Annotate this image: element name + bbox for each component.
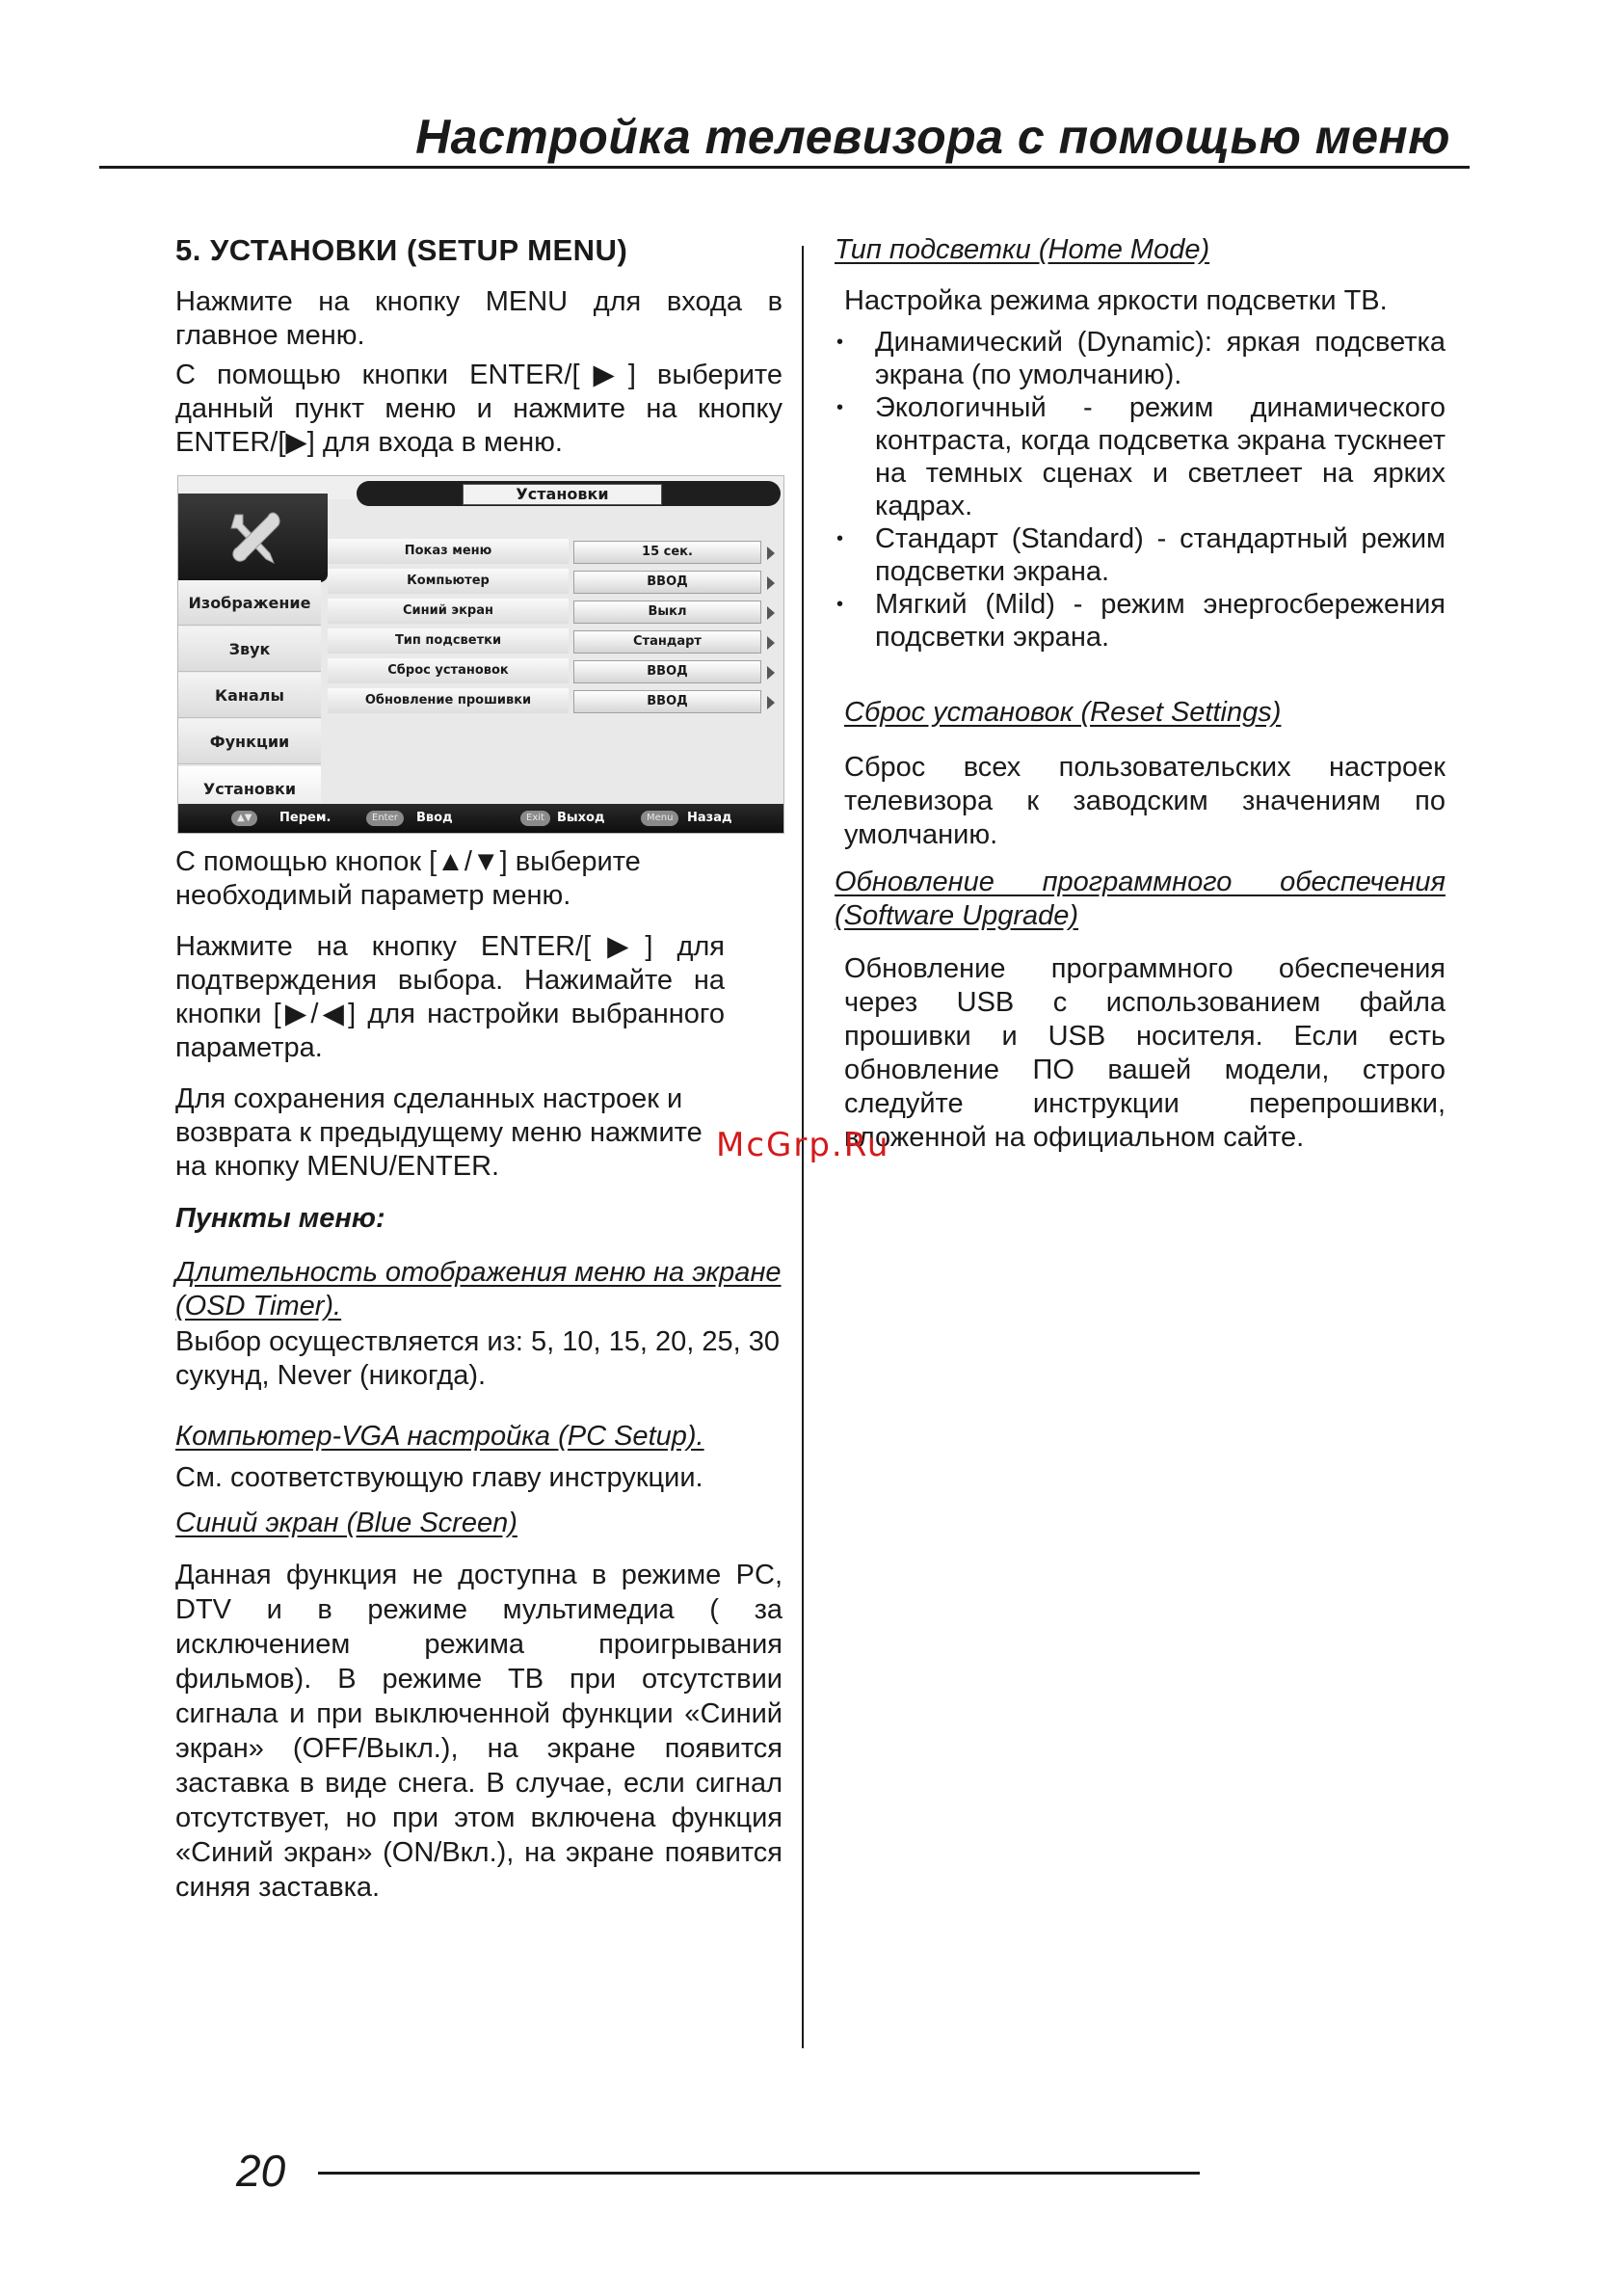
- tv-row-label: Показ меню: [328, 539, 569, 564]
- reset-settings-title: Сброс установок (Reset Settings): [844, 697, 1282, 728]
- tv-row-value[interactable]: 15 сек.: [573, 541, 761, 564]
- paragraph-select-param: С помощью кнопок [▲/▼] выберите необходимый параметр меню.: [175, 846, 641, 911]
- tv-menu-title: Установки: [463, 484, 662, 505]
- tv-menu-rows: [328, 536, 784, 715]
- footer-label-back: Назад: [687, 811, 732, 825]
- left-column: [175, 233, 782, 1905]
- tv-row-reset[interactable]: [328, 655, 784, 685]
- tv-row-osd-timer[interactable]: [328, 536, 784, 566]
- home-mode-list: [835, 326, 1446, 654]
- software-upgrade-text: Обновление программного обеспечения через USB с использованием файла прошивки и USB носителя. Если есть обновление ПО вашей модели, строго следуйте инструкции перепрошивки, вложенной на официальном сайте.: [844, 953, 1446, 1153]
- menu-items-heading: Пункты меню:: [175, 1203, 385, 1234]
- paragraph-save: Для сохранения сделанных настроек и возврата к предыдущему меню нажмите на кнопку MENU/ENTER.: [175, 1083, 703, 1182]
- blue-screen-title: Синий экран (Blue Screen): [175, 1508, 517, 1538]
- footer-label-move: Перем.: [279, 811, 332, 825]
- tv-row-value[interactable]: ВВОД: [573, 660, 761, 683]
- footer-rule: [318, 2172, 1200, 2175]
- tv-row-home-mode[interactable]: [328, 626, 784, 655]
- blue-screen-text: Данная функция не доступна в режиме PC, DTV и в режиме мультимедиа ( за исключением режима проигрывания фильмов). В режиме ТВ при отсутствии сигнала и при выключенной функции «Синий экран» (OFF/Выкл.), на экране появится заставка в виде снега. В случае, если сигнал отсутствует, но при этом включена функция «Синий экран» (ON/Вкл.), на экране появится синяя заставка.: [175, 1560, 782, 1903]
- tv-menu-icon-box: [178, 494, 328, 582]
- tv-row-label: Компьютер: [328, 569, 569, 594]
- pc-setup-text: См. соответствующую главу инструкции.: [175, 1462, 703, 1493]
- footer-label-enter: Ввод: [416, 811, 453, 825]
- tv-row-label: Синий экран: [328, 599, 569, 624]
- tv-nav-functions[interactable]: Функции: [178, 719, 321, 764]
- page-number: 20: [236, 2146, 286, 2196]
- tv-row-upgrade[interactable]: [328, 685, 784, 715]
- tv-nav-setup[interactable]: Установки: [178, 766, 321, 812]
- tv-menu-nav: [178, 580, 321, 813]
- tv-nav-channels[interactable]: Каналы: [178, 673, 321, 718]
- right-column: [835, 233, 1446, 1155]
- watermark: McGrp.Ru: [716, 1126, 890, 1164]
- tv-row-blue-screen[interactable]: [328, 596, 784, 626]
- reset-settings-text: Сброс всех пользовательских настроек телевизора к заводским значениям по умолчанию.: [844, 752, 1446, 850]
- key-menu-badge: Menu: [641, 811, 678, 826]
- list-item: • Стандарт (Standard) - стандартный режим подсветки экрана.: [835, 522, 1446, 588]
- tv-setup-menu-screenshot: [177, 475, 784, 834]
- tv-row-label: Сброс установок: [328, 658, 569, 683]
- list-item: • Мягкий (Mild) - режим энергосбережения подсветки экрана.: [835, 588, 1446, 654]
- page-header: [99, 101, 1470, 169]
- paragraph-confirm: Нажмите на кнопку ENTER/[▶] для подтверждения выбора. Нажимайте на кнопки [▶/◀] для настройки выбранного параметра.: [175, 931, 725, 1063]
- key-updown-badge: ▲▼: [231, 811, 257, 826]
- tv-row-pc[interactable]: [328, 566, 784, 596]
- section-title: 5. УСТАНОВКИ (SETUP MENU): [175, 233, 628, 267]
- tv-nav-picture[interactable]: Изображение: [178, 580, 321, 626]
- tv-menu-footer: [178, 804, 783, 833]
- pc-setup-title: Компьютер-VGA настройка (PC Setup).: [175, 1421, 704, 1452]
- key-exit-badge: Exit: [520, 811, 550, 826]
- tv-row-label: Тип подсветки: [328, 628, 569, 654]
- tv-row-value[interactable]: Выкл: [573, 601, 761, 624]
- arrow-right-icon: [767, 606, 775, 620]
- paragraph-menu-enter: Нажмите на кнопку MENU для входа в главное меню.: [175, 286, 782, 351]
- tv-row-value[interactable]: ВВОД: [573, 571, 761, 594]
- arrow-right-icon: [767, 576, 775, 590]
- page-title: Настройка телевизора с помощью меню: [415, 110, 1450, 164]
- home-mode-title: Тип подсветки (Home Mode): [835, 234, 1210, 265]
- arrow-right-icon: [767, 636, 775, 650]
- tv-row-label: Обновление прошивки: [328, 688, 569, 713]
- software-upgrade-title: Обновление программного обеспечения (Software Upgrade): [835, 867, 1446, 931]
- arrow-right-icon: [767, 547, 775, 560]
- key-enter-badge: Enter: [366, 811, 404, 826]
- footer-label-exit: Выход: [557, 811, 605, 825]
- tools-icon: [222, 505, 287, 571]
- tv-row-value[interactable]: ВВОД: [573, 690, 761, 713]
- paragraph-select-item: С помощью кнопки ENTER/[▶] выберите данный пункт меню и нажмите на кнопку ENTER/[▶] для входа в меню.: [175, 360, 782, 458]
- arrow-right-icon: [767, 696, 775, 709]
- tv-row-value[interactable]: Стандарт: [573, 630, 761, 654]
- arrow-right-icon: [767, 666, 775, 680]
- osd-timer-text: Выбор осуществляется из: 5, 10, 15, 20, 25, 30 сукунд, Never (никогда).: [175, 1326, 781, 1391]
- osd-timer-title: Длительность отображения меню на экране (OSD Timer).: [175, 1257, 782, 1322]
- tv-nav-sound[interactable]: Звук: [178, 627, 321, 672]
- list-item: • Экологичный - режим динамического контраста, когда подсветка экрана тускнеет на темных сценах и светлеет на ярких кадрах.: [835, 391, 1446, 522]
- home-mode-intro: Настройка режима яркости подсветки ТВ.: [844, 285, 1388, 316]
- list-item: • Динамический (Dynamic): яркая подсветка экрана (по умолчанию).: [835, 326, 1446, 391]
